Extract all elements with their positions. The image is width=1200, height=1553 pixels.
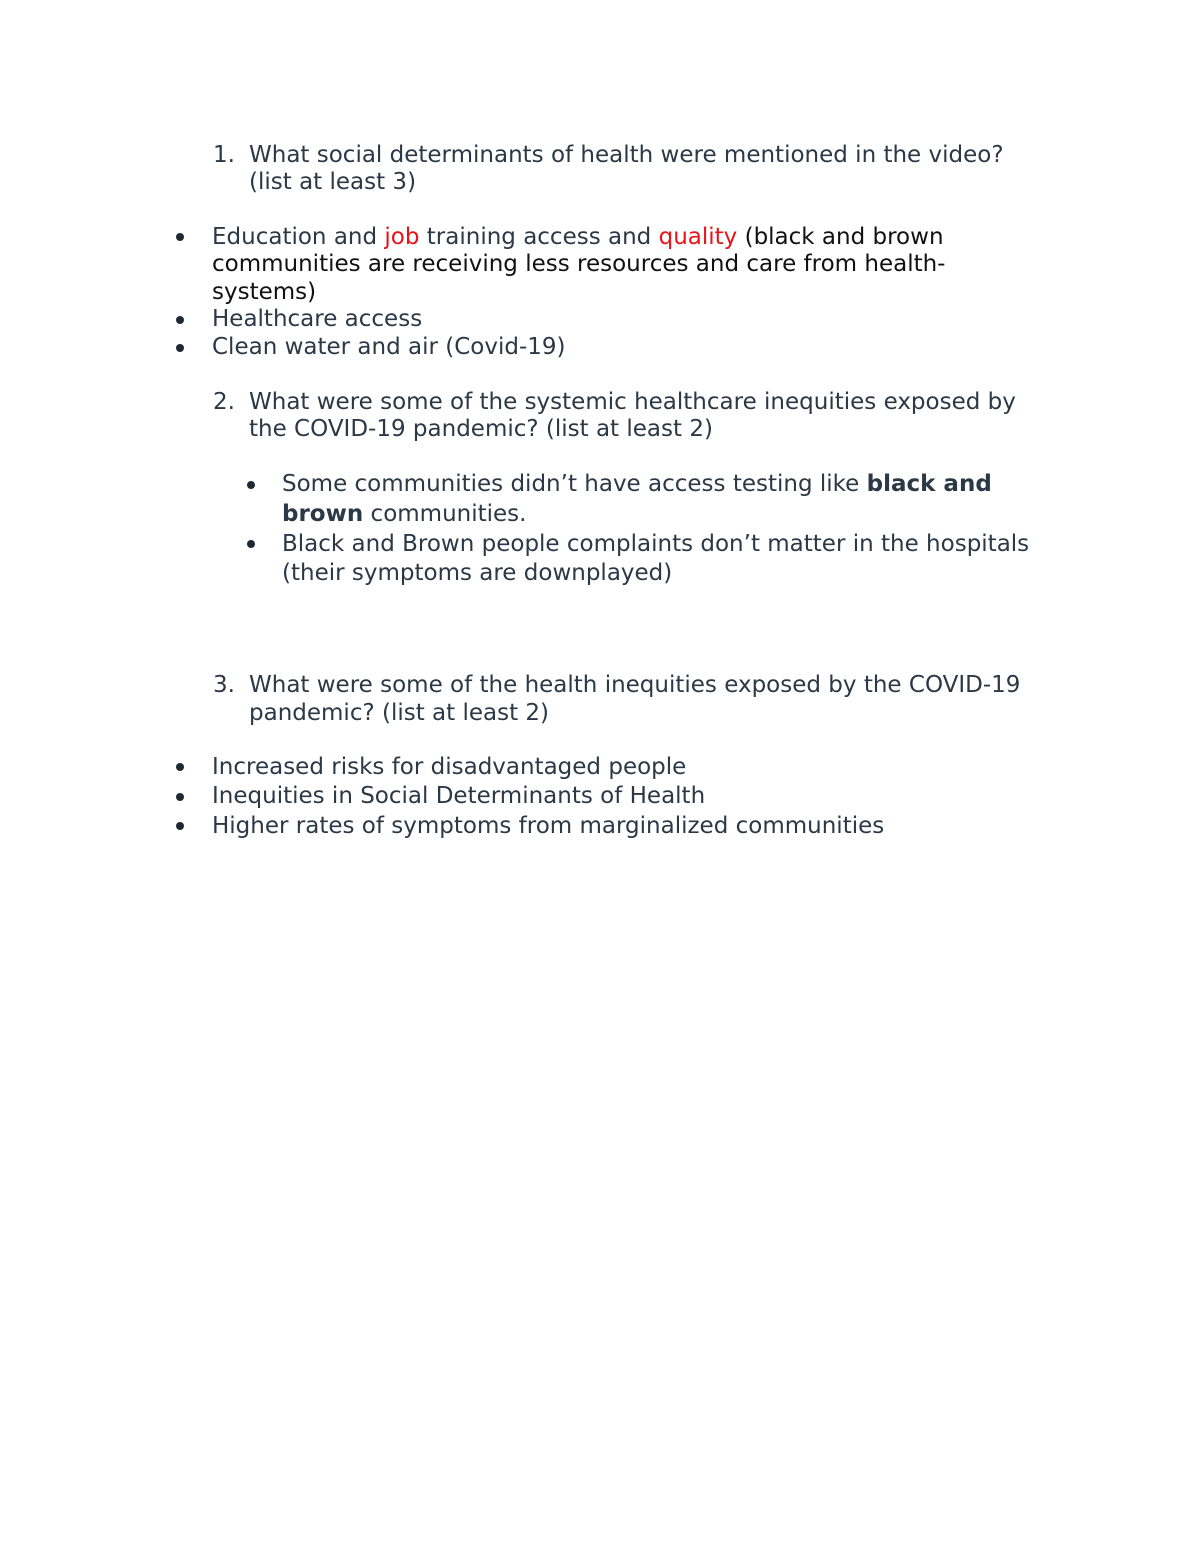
question-text: What were some of the systemic healthcare inequities exposed by [249, 389, 1016, 415]
bullet-dot [176, 822, 184, 830]
bold-text: brown [282, 501, 364, 527]
answer-item [212, 223, 944, 251]
answer-text: communities are receiving less resources and care from health- [212, 251, 946, 277]
bullet-dot [176, 344, 184, 352]
bold-text: black and [866, 471, 992, 497]
bullet-dot [176, 763, 184, 771]
answer-item [282, 470, 992, 498]
answer-text: (their symptoms are downplayed) [282, 560, 673, 586]
bullet-dot [247, 540, 255, 548]
answer-item: Increased risks for disadvantaged people [212, 754, 687, 780]
question-number: 2. [213, 389, 235, 415]
question-text: (list at least 3) [249, 169, 417, 195]
answer-text: training access and [419, 224, 659, 250]
highlighted-word: job [384, 224, 420, 250]
answer-text: Education and [212, 224, 385, 250]
question-text: the COVID-19 pandemic? (list at least 2) [249, 416, 713, 442]
highlighted-word: quality [658, 224, 738, 250]
answer-item [282, 500, 526, 528]
question-number: 3. [213, 672, 235, 698]
answer-text: systems) [212, 279, 317, 305]
answer-item: Healthcare access [212, 306, 423, 332]
bullet-dot [247, 481, 255, 489]
answer-item: Clean water and air (Covid-19) [212, 334, 566, 360]
answer-text: Some communities didn’t have access testing like [282, 471, 867, 497]
question-text: pandemic? (list at least 2) [249, 700, 550, 726]
question-text: What social determinants of health were mentioned in the video? [249, 142, 1004, 168]
answer-text: (black and brown [737, 224, 944, 250]
bullet-dot [176, 316, 184, 324]
answer-text: communities. [363, 501, 527, 527]
question-number: 1. [213, 142, 235, 168]
answer-item: Inequities in Social Determinants of Health [212, 783, 706, 809]
bullet-dot [176, 793, 184, 801]
answer-item: Higher rates of symptoms from marginalized communities [212, 813, 885, 839]
answer-item: Black and Brown people complaints don’t matter in the hospitals [282, 531, 1030, 557]
question-text: What were some of the health inequities exposed by the COVID-19 [249, 672, 1021, 698]
bullet-dot [176, 233, 184, 241]
